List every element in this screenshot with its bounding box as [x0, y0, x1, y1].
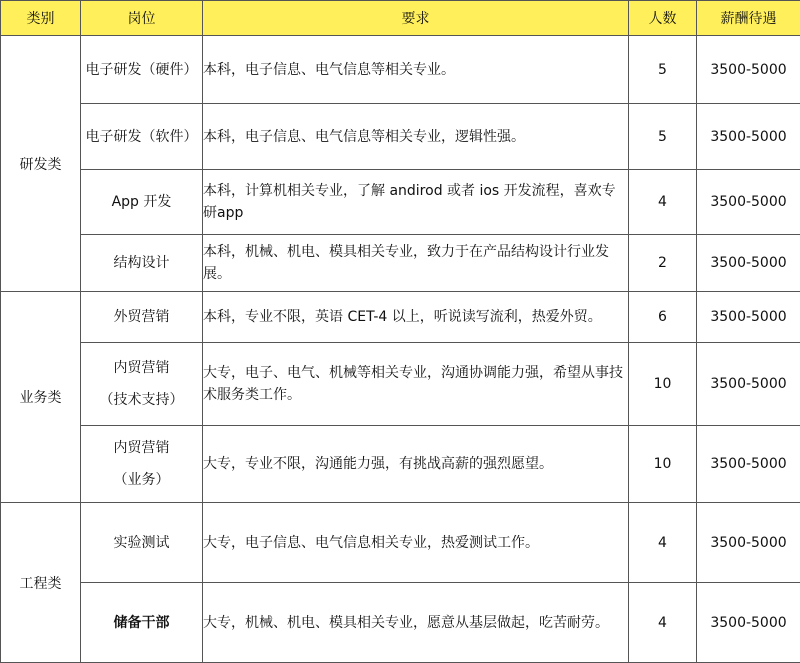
headcount-cell: 4: [629, 503, 697, 583]
table-row: [1, 343, 800, 426]
salary-cell: 3500-5000: [697, 235, 800, 292]
position-line: （业务）: [114, 472, 170, 488]
position-cell: [81, 104, 203, 170]
position-cell: [81, 36, 203, 104]
position-line: 内贸营销: [114, 360, 170, 376]
header-salary: 薪酬待遇: [697, 1, 800, 36]
position-line: 结构设计: [114, 255, 170, 271]
table-row: [1, 503, 800, 583]
header-category: 类别: [1, 1, 81, 36]
category-cell: 业务类: [1, 292, 81, 503]
category-cell: 工程类: [1, 503, 81, 663]
requirement-cell: 本科，专业不限，英语 CET-4 以上，听说读写流利，热爱外贸。: [203, 292, 629, 343]
table-row: [1, 170, 800, 235]
table-row: [1, 426, 800, 503]
position-cell: [81, 235, 203, 292]
position-line: App 开发: [112, 194, 172, 210]
header-position: 岗位: [81, 1, 203, 36]
salary-cell: 3500-5000: [697, 503, 800, 583]
position-line: （技术支持）: [100, 392, 184, 408]
position-cell: [81, 292, 203, 343]
position-line: 储备干部: [114, 615, 170, 631]
headcount-cell: 4: [629, 583, 697, 663]
headcount-cell: 6: [629, 292, 697, 343]
table-row: [1, 583, 800, 663]
header-row: [1, 1, 800, 36]
table-row: [1, 36, 800, 104]
position-cell: [81, 426, 203, 503]
salary-cell: 3500-5000: [697, 170, 800, 235]
position-cell: [81, 170, 203, 235]
headcount-cell: 2: [629, 235, 697, 292]
requirement-cell: 本科，机械、机电、模具相关专业，致力于在产品结构设计行业发展。: [203, 235, 629, 292]
headcount-cell: 4: [629, 170, 697, 235]
headcount-cell: 10: [629, 343, 697, 426]
salary-cell: 3500-5000: [697, 292, 800, 343]
table-row: [1, 292, 800, 343]
position-cell: [81, 583, 203, 663]
position-line: 电子研发（硬件）: [86, 62, 198, 78]
headcount-cell: 10: [629, 426, 697, 503]
requirement-cell: 大专，电子、电气、机械等相关专业，沟通协调能力强，希望从事技术服务类工作。: [203, 343, 629, 426]
position-line: 电子研发（软件）: [86, 129, 198, 145]
position-line: 实验测试: [114, 535, 170, 551]
position-cell: [81, 343, 203, 426]
requirement-cell: 本科，电子信息、电气信息等相关专业。: [203, 36, 629, 104]
requirement-cell: 大专，专业不限，沟通能力强，有挑战高薪的强烈愿望。: [203, 426, 629, 503]
salary-cell: 3500-5000: [697, 343, 800, 426]
position-line: 外贸营销: [114, 309, 170, 325]
requirement-cell: 大专，机械、机电、模具相关专业，愿意从基层做起，吃苦耐劳。: [203, 583, 629, 663]
requirement-cell: 本科，电子信息、电气信息等相关专业，逻辑性强。: [203, 104, 629, 170]
requirement-cell: 本科，计算机相关专业，了解 andirod 或者 ios 开发流程，喜欢专研app: [203, 170, 629, 235]
header-headcount: 人数: [629, 1, 697, 36]
requirement-cell: 大专，电子信息、电气信息相关专业，热爱测试工作。: [203, 503, 629, 583]
header-requirements: 要求: [203, 1, 629, 36]
table-row: [1, 104, 800, 170]
table-row: [1, 235, 800, 292]
headcount-cell: 5: [629, 104, 697, 170]
salary-cell: 3500-5000: [697, 36, 800, 104]
category-cell: 研发类: [1, 36, 81, 292]
salary-cell: 3500-5000: [697, 104, 800, 170]
position-cell: [81, 503, 203, 583]
position-line: 内贸营销: [114, 440, 170, 456]
headcount-cell: 5: [629, 36, 697, 104]
salary-cell: 3500-5000: [697, 583, 800, 663]
salary-cell: 3500-5000: [697, 426, 800, 503]
